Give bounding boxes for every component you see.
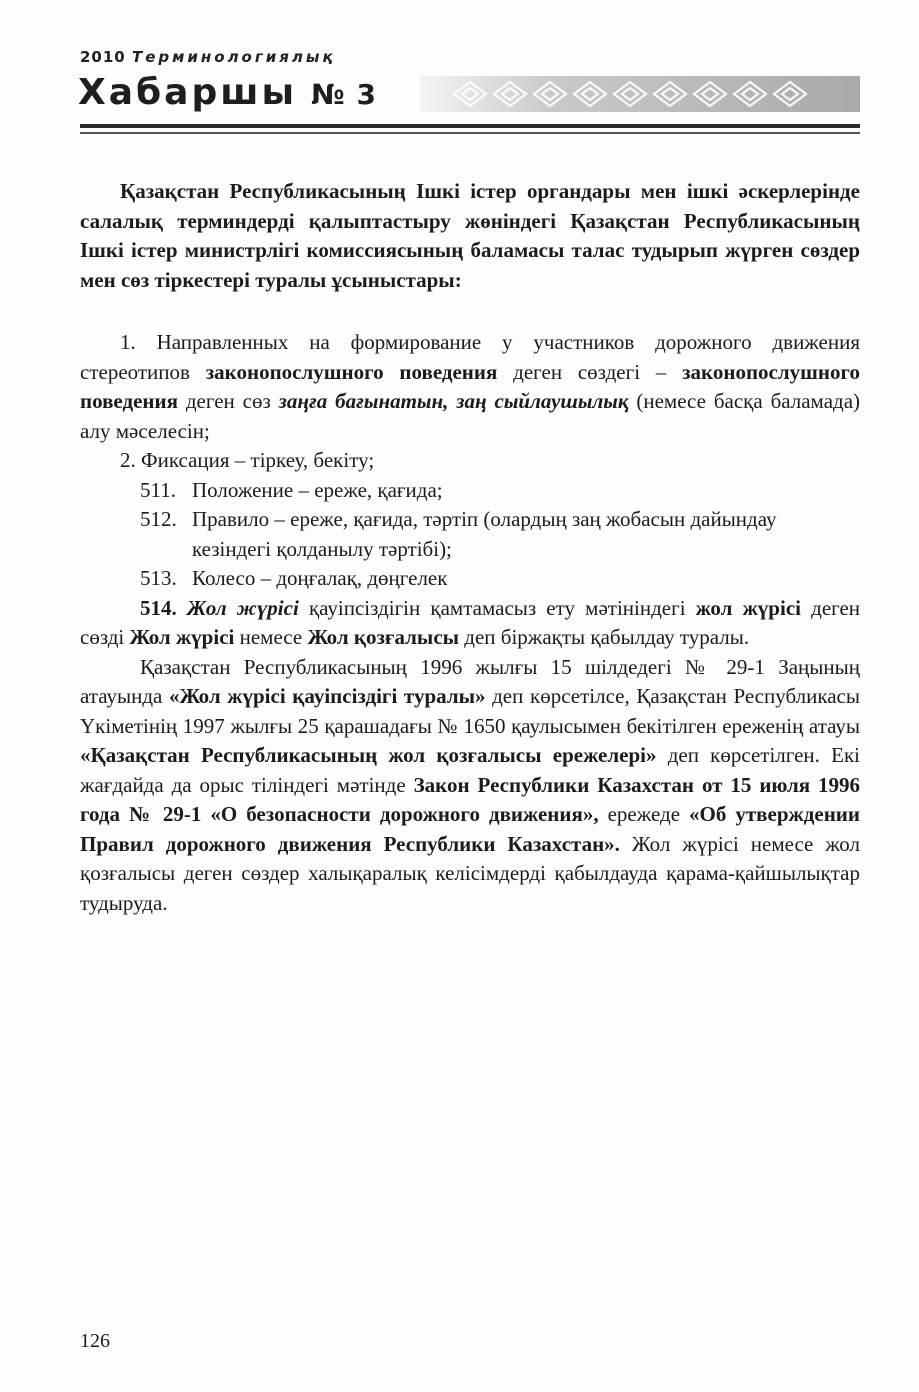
item-514-text-d: деген сөзді — [80, 595, 861, 649]
item-2: 2. Фиксация – тіркеу, бекіту; — [120, 448, 375, 472]
para-text-a: Қазақстан Республикасының 1996 жылғы 15 шілдедегі № 29-1 Заңының атауында — [80, 654, 860, 708]
header-subtitle: Терминологиялық — [131, 48, 336, 66]
closing-paragraph — [80, 653, 860, 919]
item-1-term-kz: заңға бағынатын, заң сыйлаушылық — [278, 389, 629, 413]
header-year: 2010 — [80, 48, 126, 66]
header-issue: № 3 — [311, 78, 377, 111]
para-text-g: ережеде — [607, 802, 681, 826]
item-514 — [80, 594, 860, 653]
list-item-text: Положение – ереже, қағида; — [192, 477, 443, 502]
page-content — [80, 177, 860, 918]
list-item — [80, 564, 860, 594]
para-law-ru: Закон Республики Казахстан от 15 июля 1996 года № 29-1 «О безопасности дорожного движения», — [80, 772, 861, 826]
para-text-e: деп көрсетілген. Екі жағдайда да орыс тіліндегі мәтінде — [80, 743, 860, 797]
para-title-law: «Жол жүрісі қауіпсіздігі туралы» — [168, 684, 486, 708]
item-1 — [80, 328, 860, 446]
item-514-term-e: Жол жүрісі — [129, 625, 235, 649]
ornament-pattern-icon — [450, 78, 830, 110]
item-1-text-e: деген сөз — [185, 389, 271, 413]
item-1-term-ru-2: законопослушного поведения — [80, 359, 860, 413]
header-rule-thin — [80, 132, 860, 134]
list-item-num: 511. — [140, 477, 176, 502]
proposal-list — [80, 328, 860, 918]
para-rules-ru: «Об утверждении Правил дорожного движения Республики Казахстан». — [80, 802, 860, 856]
header-title: Хабаршы — [78, 72, 298, 113]
list-item-text: Колесо – доңғалақ, дөңгелек — [192, 566, 448, 590]
section-heading: Қазақстан Республикасының Ішкі істер органдары мен ішкі әскерлерінде салалық терминдерді қалыптастыру жөніндегі Қазақстан Республикасының Ішкі істер министрлігі комиссиясының баламасы талас тудырып жүрген сөздер мен сөз тіркестері туралы ұсыныстары: — [80, 179, 860, 292]
item-514-term-a: Жол жүрісі — [186, 595, 299, 620]
header-ornament — [420, 76, 860, 112]
para-title-rules: «Қазақстан Республикасының жол қозғалысы ережелері» — [80, 743, 657, 767]
item-1-num: 1. — [120, 330, 136, 354]
item-1-text-g: (немесе басқа баламада) алу мәселесін; — [80, 389, 861, 443]
item-514-text-b: қауіпсіздігін қамтамасыз ету мәтініндегі — [308, 595, 686, 620]
header-rule-thick — [80, 124, 860, 128]
item-514-text-h: деп біржақты қабылдау туралы. — [464, 625, 750, 649]
header-title-line — [78, 72, 377, 113]
item-1-text-c: деген сөздегі – — [513, 359, 667, 384]
para-text-c: деп көрсетілсе, Қазақстан Республикасы Үкіметінің 1997 жылғы 25 қарашадағы № 1650 қаулысымен бекітілген ереженің атауы — [80, 684, 860, 738]
list-item-num: 512. — [140, 507, 177, 531]
list-item — [80, 476, 860, 506]
header-top-line — [80, 48, 336, 66]
item-514-term-g: Жол қозғалысы — [307, 625, 460, 649]
page-number: 126 — [80, 1330, 110, 1352]
para-text-i: Жол жүрісі немесе жол қозғалысы деген сөздер халықаралық келісімдерді қабылдауда қарама-қайшылықтар тудыруда. — [80, 831, 861, 915]
item-514-text-f: немесе — [239, 625, 303, 649]
item-514-term-c: жол жүрісі — [695, 595, 801, 620]
list-item-text: Правило – ереже, қағида, тәртіп (олардың заң жобасын дайындау кезіндегі қолданылу тәртібі); — [192, 507, 777, 561]
list-item-num: 513. — [140, 566, 177, 590]
item-514-num: 514. — [140, 595, 177, 620]
list-item — [80, 505, 860, 564]
item-1-term-ru: законопослушного поведения — [205, 359, 498, 384]
item-1-text-a: Направленных на формирование у участников дорожного движения стереотипов — [80, 330, 860, 384]
